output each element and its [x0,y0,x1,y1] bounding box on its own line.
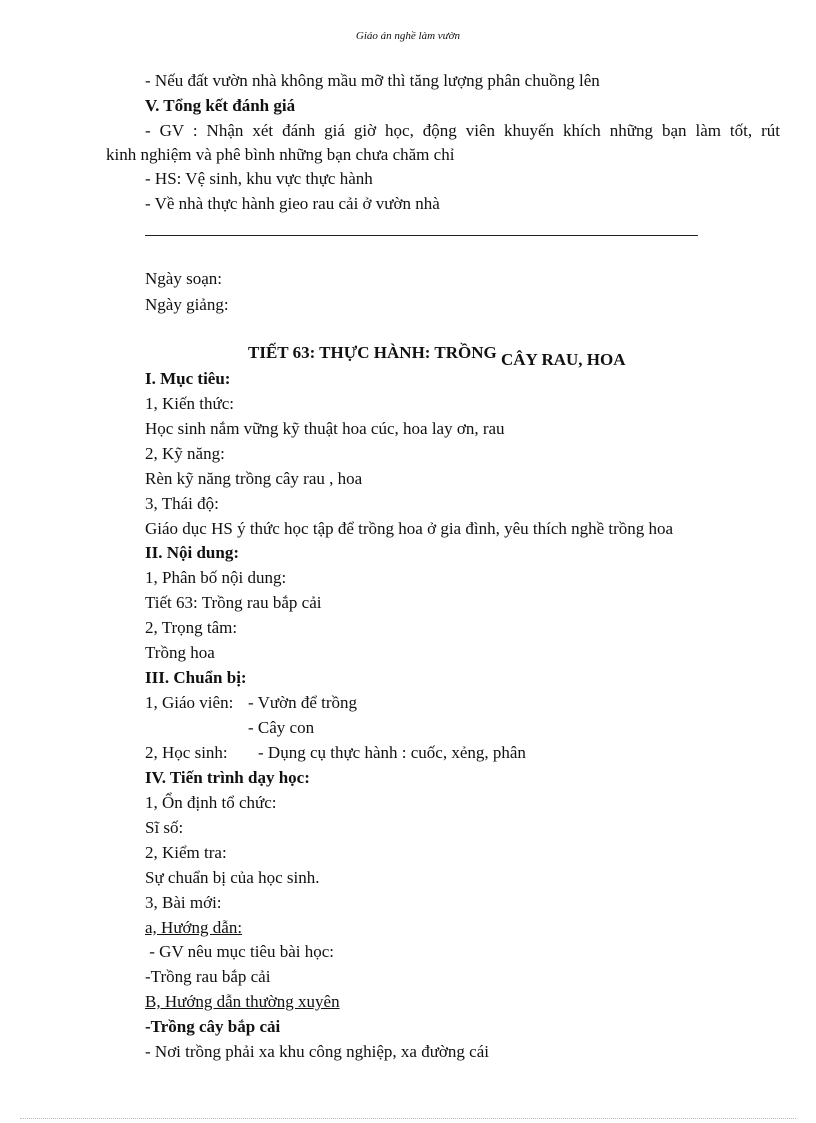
text-line: kinh nghiệm và phê bình những bạn chưa chăm chỉ [106,145,455,164]
text-line: - Dụng cụ thực hành : cuốc, xẻng, phân [258,743,526,762]
subheading: 2, Kiểm tra: [145,843,227,862]
subheading: 2, Kỹ năng: [145,444,225,463]
section-heading: IV. Tiến trình dạy học: [145,768,310,787]
lesson-title [248,343,626,369]
text-line: - HS: Vệ sinh, khu vực thực hành [145,169,373,188]
section-heading: I. Mục tiêu: [145,369,231,388]
lesson-title-part1: TIẾT 63: THỰC HÀNH: TRỒNG [248,343,497,362]
text-line: - Cây con [248,718,315,737]
subheading: 3, Thái độ: [145,494,219,513]
text-line: - Nếu đất vườn nhà không mầu mỡ thì tăng lượng phân chuồng lên [145,71,600,90]
bold-line: -Trồng cây bắp cải [145,1017,281,1036]
subheading: 1, Phân bố nội dung: [145,568,287,587]
date-taught: Ngày giảng: [145,295,229,314]
section-heading: III. Chuẩn bị: [145,668,247,687]
page-header: Giáo án nghề làm vườn [355,30,461,42]
subheading-underlined: a, Hướng dẫn: [145,918,243,937]
text-line: Học sinh nắm vững kỹ thuật hoa cúc, hoa lay ơn, rau [145,419,505,438]
horizontal-rule [145,235,698,236]
text-line: Trồng hoa [145,643,215,662]
section-heading: V. Tổng kết đánh giá [145,96,296,115]
text-line: - Vườn để trồng [248,693,358,712]
page-bottom-border [20,1118,796,1119]
subheading: 1, Ổn định tổ chức: [145,793,277,812]
text-line: Giáo dục HS ý thức học tập để trồng hoa ở gia đình, yêu thích nghề trồng hoa [145,519,674,538]
subheading: 3, Bài mới: [145,893,222,912]
text-line: -Trồng rau bắp cải [145,967,271,986]
text-line: Sĩ số: [145,818,184,837]
date-prepared: Ngày soạn: [145,269,222,288]
text-line: Tiết 63: Trồng rau bắp cải [145,593,322,612]
text-line: - Về nhà thực hành gieo rau cải ở vườn nhà [145,194,440,213]
subheading: 2, Trọng tâm: [145,618,238,637]
subheading-underlined: B, Hướng dẫn thường xuyên [145,992,340,1011]
subheading: 2, Học sinh: [145,743,228,762]
text-line: - GV : Nhận xét đánh giá giờ học, động viên khuyến khích những bạn làm tốt, rút [145,121,780,140]
lesson-title-part2: CÂY RAU, HOA [501,350,626,369]
subheading: 1, Giáo viên: [145,693,234,712]
subheading: 1, Kiến thức: [145,394,235,413]
text-line: Sự chuẩn bị của học sinh. [145,868,320,887]
text-line: - GV nêu mục tiêu bài học: [145,942,335,961]
text-line: - Nơi trồng phải xa khu công nghiệp, xa đường cái [145,1042,489,1061]
section-heading: II. Nội dung: [145,543,240,562]
text-line: Rèn kỹ năng trồng cây rau , hoa [145,469,363,488]
